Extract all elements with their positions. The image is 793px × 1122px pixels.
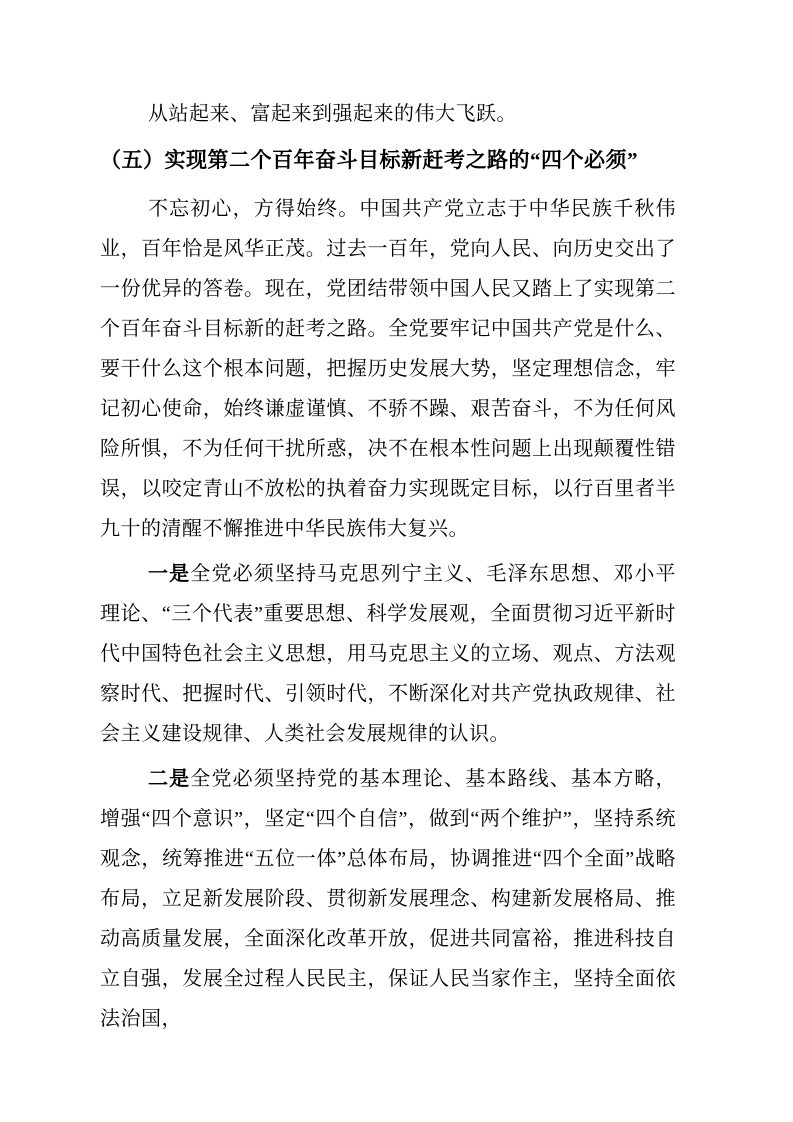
paragraph-text-one: 全党必须坚持马克思列宁主义、毛泽东思想、邓小平理论、“三个代表”重要思想、科学发展观，全面贯彻习近平新时代中国特色社会主义思想，用马克思主义的立场、观点、方法观察时代、把握时代、引领时代，不断深化对共产党执政规律、社会主义建设规律、人类社会发展规律的认识。 <box>100 563 677 745</box>
paragraph-lead-one: 一是 <box>148 563 191 585</box>
paragraph-body: 不忘初心，方得始终。中国共产党立志于中华民族千秋伟业，百年恰是风华正茂。过去一百年，党向人民、向历史交出了一份优异的答卷。现在，党团结带领中国人民又踏上了实现第二个百年奋斗目标新的赶考之路。全党要牢记中国共产党是什么、要干什么这个根本问题，把握历史发展大势，坚定理想信念，牢记初心使命，始终谦虚谨慎、不骄不躁、艰苦奋斗，不为任何风险所惧，不为任何干扰所惑，决不在根本性问题上出现颠覆性错误，以咬定青山不放松的执着奋力实现既定目标，以行百里者半九十的清醒不懈推进中华民族伟大复兴。 <box>100 198 676 540</box>
paragraph-continuation: 从站起来、富起来到强起来的伟大飞跃。 <box>148 103 517 125</box>
paragraph-lead-two: 二是 <box>148 768 191 790</box>
paragraph-text-two: 全党必须坚持党的基本理论、基本路线、基本方略，增强“四个意识”，坚定“四个自信”，做到“两个维护”，坚持系统观念，统筹推进“五位一体”总体布局，协调推进“四个全面”战略布局，立足新发展阶段、贯彻新发展理念、构建新发展格局、推动高质量发展，全面深化改革开放，促进共同富裕，推进科技自立自强，发展全过程人民民主，保证人民当家作主，坚持全面依法治国， <box>100 768 677 1030</box>
paragraph-item-one <box>100 554 676 754</box>
paragraph-item-two <box>100 759 676 1039</box>
section-heading: （五）实现第二个百年奋斗目标新赶考之路的“四个必须” <box>100 148 638 172</box>
